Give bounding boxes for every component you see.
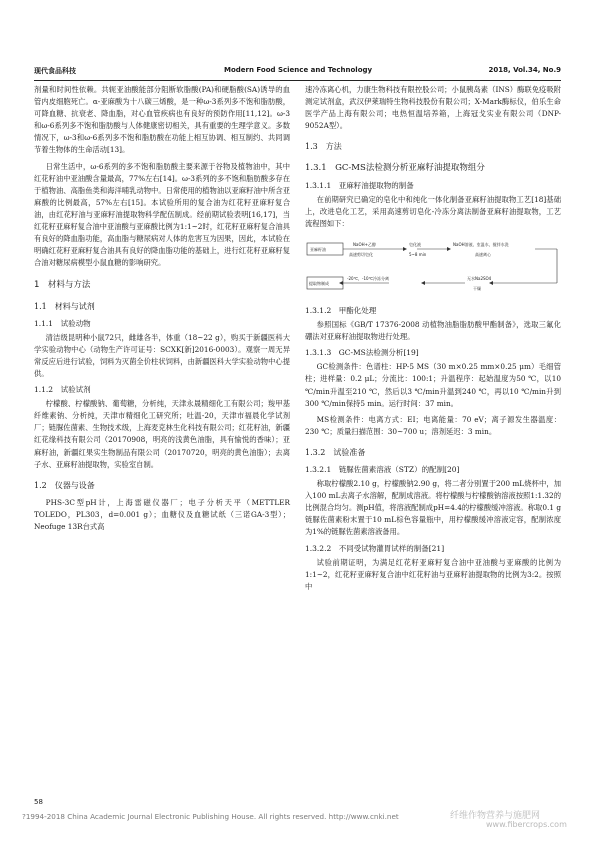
section-heading: 1 材料与方法 [34,280,91,291]
left-column [34,84,290,537]
subsubsubsection-heading: 1.3.2.1 链脲佐菌素溶液（STZ）的配制[20] [305,464,460,474]
subsection-heading: 1.3 方法 [305,142,342,152]
page-number: 58 [34,798,43,806]
watermark-text: 纤维作物营养与施肥网 [450,811,541,821]
arrow-head [421,281,425,285]
subsubsection-heading: 1.1.2 试验试剂 [34,385,91,395]
subsection-heading: 1.1 材料与试剂 [34,301,95,311]
flow-label: -20℃，-10℃冷冻分离 [347,275,390,281]
flow-label: NaOH溶液、室温水，搅拌水洗 [453,241,509,247]
right-column [305,84,561,597]
arrow-head [339,281,343,285]
flow-label: 高速离心 [475,251,491,257]
watermark-url: www.fibercrops.com [486,820,567,829]
journal-name-en: Modern Food Science and Technology [224,66,373,74]
issue-info: 2018, Vol.34, No.9 [488,66,561,74]
subsubsection-heading: 1.1.1 试验动物 [34,318,91,328]
subsubsubsection-heading: 1.3.1.2 甲酯化处理 [305,305,377,315]
subsubsubsection-heading: 1.3.2.2 不同受试物灌胃试样的制备[21] [305,543,445,553]
arrow-head [447,247,451,251]
flow-label: 5~8 min [409,251,427,257]
flow-label: 无水Na2SO4 [467,275,492,281]
flow-label: 干燥 [473,285,481,291]
subsubsubsection-heading: 1.3.1.1 亚麻籽油提取物的制备 [305,180,414,190]
flow-label: 皂化液 [409,241,421,247]
flow-label: 高速剪切皂化 [349,251,373,257]
arrow-head [489,281,493,285]
paragraph: 剂量和时间性依赖。共轭亚油酸能部分阻断软脂酸(PA)和硬脂酸(SA)诱导的血管内皮细胞死亡。α-亚麻酸为十八碳三烯酸，是一种ω-3系列多不饱和脂肪酸，可降血糖、抗衰老、降血脂，对心血管疾病也有良好的预防作用[11,12]。ω-3和ω-6系列多不饱和脂肪酸与人体健康密切相关，具有重要的生理学意义。多数情况下，ω-3和ω-6系列多不饱和脂肪酸在功能上相互协调、相互制约、共同调节着生物体的生命活动[13]。 [34,85,290,155]
running-header [34,66,561,78]
paragraph: 在前期研究已确定的皂化中和纯化一体化制备亚麻籽油提取物工艺[18]基础上，改进皂化工艺，采用高速剪切皂化-冷冻分离法制备亚麻籽油提取物，工艺流程图如下： [305,194,561,228]
copyright-footer: ?1994-2018 China Academic Journal Electronic Publishing House. All rights reserved. http://www.cnki.net [22,812,399,821]
subsubsection-heading: 1.3.2 试验准备 [305,447,366,457]
header-rule [34,80,561,81]
subsection-heading: 1.2 仪器与设备 [34,480,95,490]
flow-label: 亚麻籽油 [310,246,326,252]
flow-label: NaOH+乙醇 [353,241,376,247]
subsubsection-heading: 1.3.1 GC-MS法检测分析亚麻籽油提取物组分 [305,163,485,174]
journal-name-cn: 现代食品科技 [34,67,76,75]
flow-label: 提取物制成 [309,280,329,286]
paragraph: 参照国标《GB/T 17376-2008 动植物油脂脂肪酸甲酯制备》，选取三氟化硼法对亚麻籽油提取物进行处理。 [305,320,561,342]
paragraph: 清洁级昆明种小鼠72只，雌雄各半，体重（18~22 g），购买于新疆医科大学实验动物中心（动物生产许可证号：SCXK[新]2016-0003）。观察一周无异常反应后进行试验，饲料为灭菌全价柱状饲料，由新疆医科大学实验动物中心提供。 [34,332,290,378]
subsubsubsection-heading: 1.3.1.3 GC-MS法检测分析[19] [305,348,419,358]
paragraph: GC检测条件：色谱柱：HP-5 MS（30 m×0.25 mm×0.25 μm）毛细管柱；进样量：0.2 μL；分流比：100:1；升温程序：起始温度为50 ℃，以10 ℃/min升温至210 ℃，然后以3 ℃/min升温到240 ℃，再以10 ℃/min升到300 ℃/min保持5 min。运行时间：37 min。 [305,362,561,408]
arrow-head [403,247,407,251]
process-flow-diagram [305,235,561,297]
paragraph: 柠檬酸、柠檬酸钠、葡萄糖，分析纯，天津永晟精细化工有限公司；羧甲基纤维素钠、分析纯，天津市精细化工研究所；吐温-20，天津市福晨化学试剂厂；链脲佐菌素、生物技术级，上海麦克林生化科技有限公司；红花籽油，新疆红花缘科技有限公司（20170908，明亮的浅黄色油脂，具有愉悦的香味）；亚麻籽油，新疆红果实生物制品有限公司（20170720，明亮的黄色油脂）；去离子水、亚麻籽油提取物，实验室自制。 [34,399,290,469]
paragraph: 速冷冻离心机，力康生物科技有限控股公司；小鼠胰岛素（INS）酶联免疫吸附测定试剂盒，武汉伊莱瑞特生物科技股份有限公司；X-Mark酶标仪，伯乐生命医学产品上海有限公司；电热恒温培养箱，上海冠戈实业有限公司（DNP-9052A型）。 [305,85,561,131]
paragraph: 日常生活中，ω-6系列的多不饱和脂肪酸主要来源于谷物及植物油中，其中红花籽油中亚油酸含量最高，77%左右[14]。ω-3系列的多不饱和脂肪酸多存在于植物油、高脂鱼类和海洋哺乳动物中。日常使用的植物油以亚麻籽油中所含亚麻酸的比例最高，57%左右[15]。本试验所用的复合油为红花籽亚麻籽复合油，由红花籽油与亚麻籽油提取物科学配伍制成。经前期试验表明[16,17]，当红花籽亚麻籽复合油中亚油酸与亚麻酸比例为1:1~2时，红花籽亚麻籽复合油具有良好的降血脂功能，高血脂与糖尿病对人体的危害互为因果，因此，本试验在明确红花籽亚麻籽复合油具有良好的降血脂功能的基础上，进行红花籽亚麻籽复合油对糖尿病模型小鼠血糖的影响研究。 [34,161,290,268]
paragraph: 称取柠檬酸2.10 g，柠檬酸钠2.90 g，将二者分别置于200 mL烧杯中，加入100 mL去离子水溶解，配制成溶液。将柠檬酸与柠檬酸钠溶液按照1:1.32的比例混合均匀。测pH值，将溶液配制成pH=4.4的柠檬酸缓冲溶液。称取0.1 g链脲佐菌素粉末置于10 mL棕色容量瓶中，用柠檬酸缓冲溶液定容，配制浓度为1%的链脲佐菌素溶液备用。 [305,479,561,537]
paragraph: MS检测条件：电离方式：EI；电离能量：70 eV；离子源发生器温度：230 ℃；质量扫描范围：30~700 u；溶剂延迟：3 min。 [305,414,561,436]
paragraph: 试验前期证明，为满足红花籽亚麻籽复合油中亚油酸与亚麻酸的比例为1:1~2，红花籽亚麻籽复合油中红花籽油与亚麻籽油提取物的比例为3:2。按照中 [305,557,561,591]
paragraph: PHS-3C型pH计，上海雷磁仪器厂；电子分析天平（METTLER TOLEDO，PL303，d=0.001 g）；血糖仪及血糖试纸（三诺GA-3型）；Neofuge 13R台式高 [34,497,290,531]
